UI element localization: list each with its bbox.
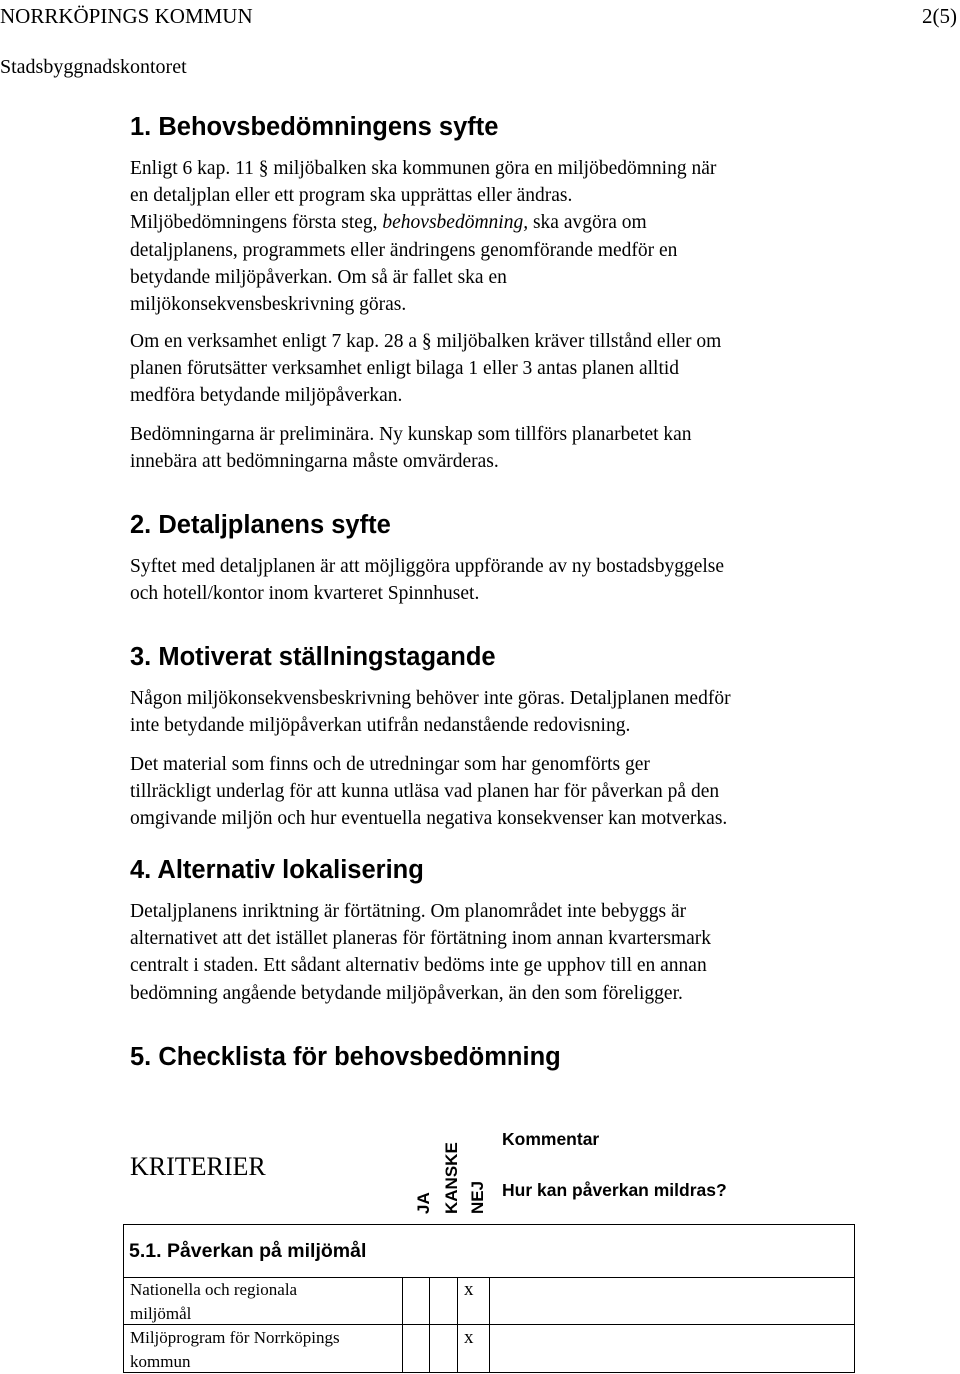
section-3-para-2: Det material som finns och de utredningar som har genomförts ger tillräckligt underlag för att kunna utläsa vad planen har för påverkan på den omgivande miljön och hur eventuella negativa konsekvenser kan motverkas. <box>130 754 728 830</box>
mildras-label: Hur kan påverkan mildras? <box>502 1180 727 1200</box>
page-number: 2(5) <box>922 4 957 28</box>
table-row: Miljöprogram för Norrköpings kommun <box>130 1328 340 1371</box>
section-2-heading: 2. Detaljplanens syfte <box>130 511 391 539</box>
kriterier-label: KRITERIER <box>130 1152 266 1181</box>
row-1-kanske-mark: x <box>464 1279 474 1300</box>
col-kanske-label: KANSKE <box>442 1142 461 1214</box>
section-51-title: 5.1. Påverkan på miljömål <box>129 1240 367 1262</box>
section-3-para-1: Någon miljökonsekvensbeskrivning behöver inte göras. Detaljplanen medför inte betydande miljöpåverkan utifrån nedanstående redovisning. <box>130 688 731 737</box>
col-ja-label: JA <box>414 1192 433 1214</box>
section-4-heading: 4. Alternativ lokalisering <box>130 856 424 884</box>
section-2-text: Syftet med detaljplanen är att möjliggöra uppförande av ny bostadsbyggelse och hotell/kontor inom kvarteret Spinnhuset. <box>130 556 725 605</box>
section-1-para-2: Om en verksamhet enligt 7 kap. 28 a § miljöbalken kräver tillstånd eller om planen förutsätter verksamhet enligt bilaga 1 eller 3 antas planen alltid medföra betydande miljöpåverkan. <box>130 331 722 407</box>
col-kanske-clip <box>438 1126 462 1214</box>
section-1-para-3: Bedömningarna är preliminära. Ny kunskap som tillförs planarbetet kan innebära att bedömningarna måste omvärderas. <box>130 424 692 473</box>
section-4-text: Detaljplanens inriktning är förtätning. Om planområdet inte bebyggs är alternativet att det istället planeras för förtätning inom annan kvartersmark centralt i staden. Ett sådant alternativ bedöms inte ge upphov till en annan bedömning angående betydande miljöpåverkan, än den som föreligger. <box>130 901 711 1004</box>
section-3-heading: 3. Motiverat ställningstagande <box>130 643 496 671</box>
org-name: NORRKÖPINGS KOMMUN <box>0 4 253 28</box>
col-nej-label: NEJ <box>468 1180 487 1214</box>
table-row: Nationella och regionala miljömål <box>130 1280 298 1323</box>
section-1-heading: 1. Behovsbedömningens syfte <box>130 113 499 141</box>
kommentar-label: Kommentar <box>502 1129 600 1149</box>
section-1-para-1: Enligt 6 kap. 11 § miljöbalken ska kommunen göra en miljöbedömning när en detaljplan eller ett program ska upprättas eller ändras. Miljöbedömningens första steg, behovsbedömning, ska avgöra om detaljplanens, programmets eller ändringens genomförande medför en betydande miljöpåverkan. Om så är fallet ska en miljökonsekvensbeskrivning göras. <box>130 158 717 316</box>
section-5-heading: 5. Checklista för behovsbedömning <box>130 1043 561 1071</box>
office-name: Stadsbyggnadskontoret <box>0 56 187 78</box>
row-2-kanske-mark: x <box>464 1327 474 1348</box>
